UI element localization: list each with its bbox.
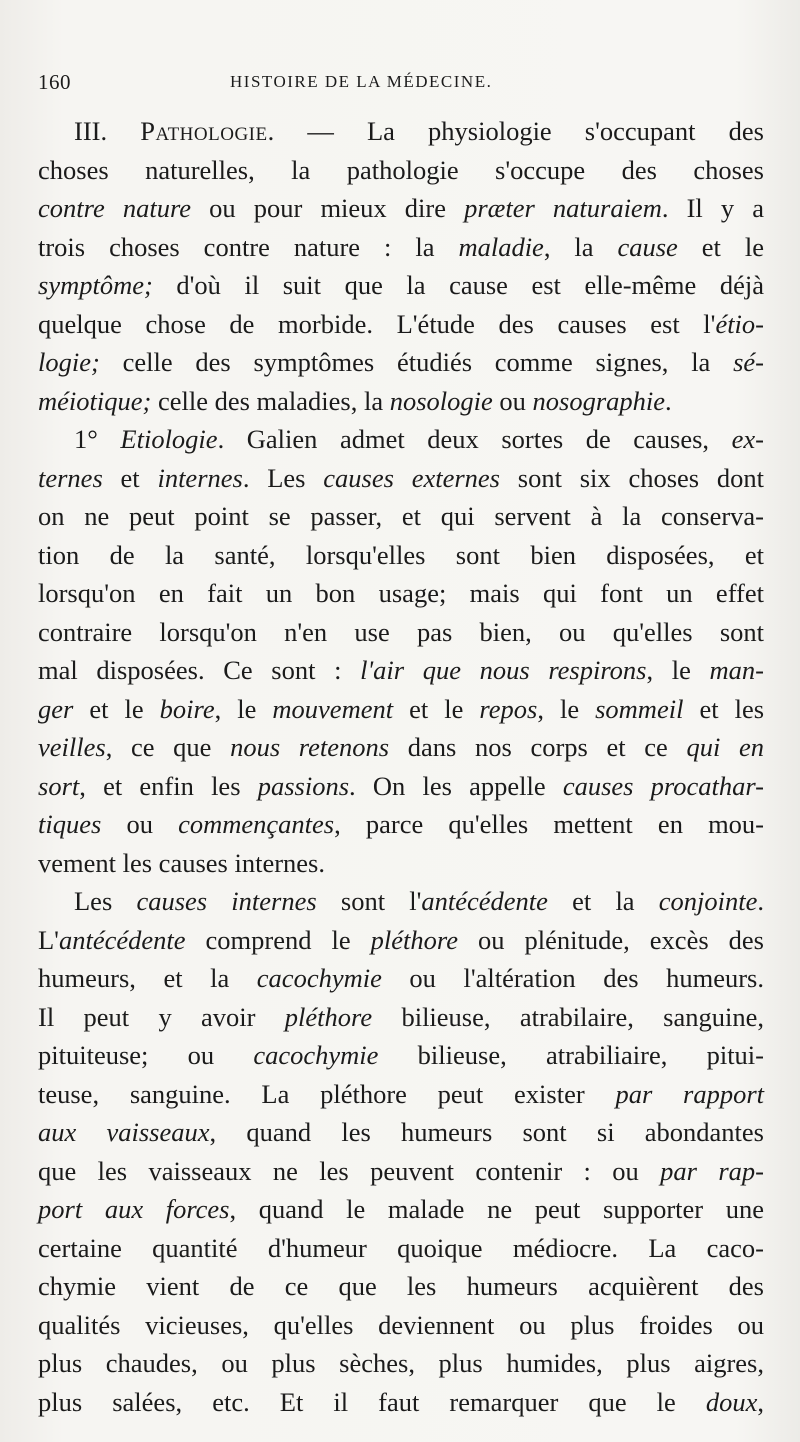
text-run: d'où il suit que la cause est elle-même déjà — [152, 270, 764, 300]
text-line — [38, 1306, 764, 1345]
text-run: , parce qu'elles mettent en mou- — [334, 809, 765, 839]
italic-text: méiotique; — [38, 385, 152, 416]
text-run: vement les causes internes. — [38, 847, 325, 878]
text-run: que les vaisseaux ne les peuvent contenir : ou — [38, 1155, 661, 1186]
text-run: , le — [646, 655, 710, 685]
text-line — [38, 805, 764, 844]
text-run: et la — [547, 886, 659, 916]
text-run: et — [102, 462, 158, 493]
italic-text: antécédente — [58, 924, 186, 955]
italic-text: pléthore — [284, 1001, 373, 1032]
text-run: , quand les humeurs sont si abondantes — [209, 1117, 764, 1147]
text-line — [38, 420, 764, 459]
text-line — [38, 998, 764, 1037]
italic-text: nous retenons — [230, 732, 390, 762]
text-run: , la — [543, 231, 618, 262]
text-run: III. — [74, 116, 141, 146]
italic-text: antécédente — [421, 886, 548, 916]
text-run: plus chaudes, ou plus sèches, plus humides, plus aigres, — [38, 1348, 764, 1378]
italic-text: sort — [38, 770, 80, 801]
text-line — [38, 1190, 764, 1229]
italic-text: contre nature — [38, 193, 192, 223]
italic-text: logie; — [38, 347, 100, 377]
italic-text: qui en — [686, 732, 765, 762]
text-run: comprend le — [185, 924, 371, 955]
text-run: Les — [74, 886, 137, 916]
italic-text: étio- — [715, 308, 764, 339]
text-run: , ce que — [105, 732, 231, 762]
italic-text: boire — [159, 693, 215, 724]
text-run: ou l'altération des humeurs. — [381, 963, 764, 993]
italic-text: veilles — [38, 732, 106, 762]
text-run: quelque chose de morbide. L'étude des causes est l' — [38, 308, 716, 339]
italic-text: causes externes — [323, 462, 500, 493]
text-run: . Il y a — [661, 193, 765, 223]
text-line — [38, 1229, 764, 1268]
italic-text: ger — [38, 693, 74, 724]
small-caps-text: Pathologie — [140, 116, 268, 146]
italic-text: pléthore — [370, 924, 458, 955]
text-run: qualités vicieuses, qu'elles deviennent ou plus froides ou — [38, 1309, 764, 1340]
italic-text: cause — [617, 231, 678, 262]
text-line — [38, 497, 764, 536]
text-run: trois choses contre nature : la — [38, 231, 459, 262]
text-run: tion de la santé, lorsqu'elles sont bien disposées, et — [38, 539, 764, 570]
text-run: ou — [101, 809, 179, 839]
text-run: celle des symptômes étudiés comme signes, la — [99, 347, 734, 377]
italic-text: causes procathar- — [562, 770, 764, 801]
italic-text: commençantes — [178, 809, 335, 839]
text-line — [38, 959, 764, 998]
text-run: sont l' — [316, 886, 422, 916]
text-line — [38, 1036, 764, 1075]
page-header — [38, 70, 758, 100]
italic-text: repos — [479, 693, 538, 724]
text-run: , et enfin les — [79, 770, 258, 801]
text-run: sont six choses dont — [500, 462, 764, 493]
text-line — [38, 690, 764, 729]
italic-text: symptôme; — [38, 270, 153, 300]
text-line — [38, 844, 764, 883]
text-run: . — [665, 385, 672, 416]
text-run: plus salées, etc. Et il faut remarquer que le — [38, 1386, 706, 1417]
italic-text: sommeil — [595, 693, 684, 724]
text-run: et les — [683, 693, 765, 724]
text-run: . — La physiologie s'occupant des — [267, 116, 764, 146]
text-run: certaine quantité d'humeur quoique médiocre. La caco- — [38, 1232, 764, 1263]
text-line — [38, 305, 764, 344]
text-line — [38, 767, 764, 806]
text-line — [38, 651, 764, 690]
text-run: . On les appelle — [349, 770, 563, 801]
text-run: , le — [537, 693, 596, 724]
italic-text: præter naturaiem — [464, 193, 662, 223]
italic-text: conjointe — [658, 886, 758, 916]
text-run: chymie vient de ce que les humeurs acquièrent des — [38, 1271, 764, 1301]
italic-text: cacochymie — [256, 963, 382, 993]
italic-text: l'air que nous respirons — [360, 655, 647, 685]
italic-text: man- — [709, 655, 764, 685]
text-run: teuse, sanguine. La pléthore peut exister — [38, 1078, 616, 1109]
text-run: L' — [38, 924, 59, 955]
text-run: , quand le malade ne peut supporter une — [229, 1194, 764, 1224]
text-run: dans nos corps et ce — [389, 732, 687, 762]
text-run: et le — [73, 693, 160, 724]
text-run: mal disposées. Ce sont : — [38, 655, 361, 685]
page-number: 160 — [38, 70, 71, 94]
text-line — [38, 882, 764, 921]
text-run: et le — [677, 231, 764, 262]
text-run: celle des maladies, la — [151, 385, 390, 416]
text-run: Il peut y avoir — [38, 1001, 285, 1032]
text-run: ou — [492, 385, 533, 416]
text-run: , le — [214, 693, 273, 724]
italic-text: ternes — [38, 462, 103, 493]
text-run: bilieuse, atrabilaire, sanguine, — [372, 1001, 764, 1032]
text-line — [38, 1267, 764, 1306]
italic-text: ex- — [731, 424, 764, 454]
text-line — [38, 382, 764, 421]
text-line — [38, 1113, 764, 1152]
text-line — [38, 728, 764, 767]
text-run: bilieuse, atrabiliaire, pitui- — [378, 1040, 764, 1070]
text-run: lorsqu'on en fait un bon usage; mais qui font un effet — [38, 578, 764, 608]
italic-text: sé- — [733, 347, 764, 377]
running-head: HISTOIRE DE LA MÉDECINE. — [230, 72, 493, 91]
italic-text: aux vaisseaux — [38, 1117, 210, 1147]
text-run: et le — [393, 693, 480, 724]
text-line — [38, 266, 764, 305]
italic-text: cacochymie — [253, 1040, 379, 1070]
italic-text: Etiologie — [120, 424, 218, 454]
text-run: ou plénitude, excès des — [458, 924, 764, 955]
italic-text: doux — [705, 1386, 758, 1417]
italic-text: par rapport — [615, 1078, 764, 1109]
text-run: 1° — [74, 424, 121, 454]
text-line — [38, 574, 764, 613]
text-run: . Galien admet deux sortes de causes, — [217, 424, 732, 454]
text-run: pituiteuse; ou — [38, 1040, 254, 1070]
text-line — [38, 1152, 764, 1191]
text-run: humeurs, et la — [38, 963, 257, 993]
text-line — [38, 189, 764, 228]
body-text — [38, 112, 764, 1421]
italic-text: internes — [157, 462, 243, 493]
text-line — [38, 536, 764, 575]
italic-text: passions — [257, 770, 350, 801]
text-run: on ne peut point se passer, et qui servent à la conserva- — [38, 501, 764, 531]
italic-text: port aux forces — [38, 1194, 230, 1224]
text-line — [38, 1075, 764, 1114]
italic-text: par rap- — [660, 1155, 765, 1186]
italic-text: causes internes — [136, 886, 317, 916]
text-line — [38, 1383, 764, 1422]
text-line — [38, 613, 764, 652]
italic-text: nosologie — [389, 385, 493, 416]
text-run: choses naturelles, la pathologie s'occupe des choses — [38, 154, 764, 185]
text-line — [38, 151, 764, 190]
text-run: ou pour mieux dire — [191, 193, 465, 223]
text-line — [38, 112, 764, 151]
italic-text: tiques — [38, 809, 102, 839]
text-line — [38, 343, 764, 382]
italic-text: mouvement — [272, 693, 394, 724]
text-run: , — [757, 1386, 764, 1417]
text-run: . — [757, 886, 765, 916]
italic-text: maladie — [458, 231, 544, 262]
text-line — [38, 459, 764, 498]
text-run: . Les — [242, 462, 324, 493]
text-line — [38, 1344, 764, 1383]
italic-text: nosographie — [532, 385, 666, 416]
text-line — [38, 228, 764, 267]
text-run: contraire lorsqu'on n'en use pas bien, ou qu'elles sont — [38, 616, 764, 647]
text-line — [38, 921, 764, 960]
